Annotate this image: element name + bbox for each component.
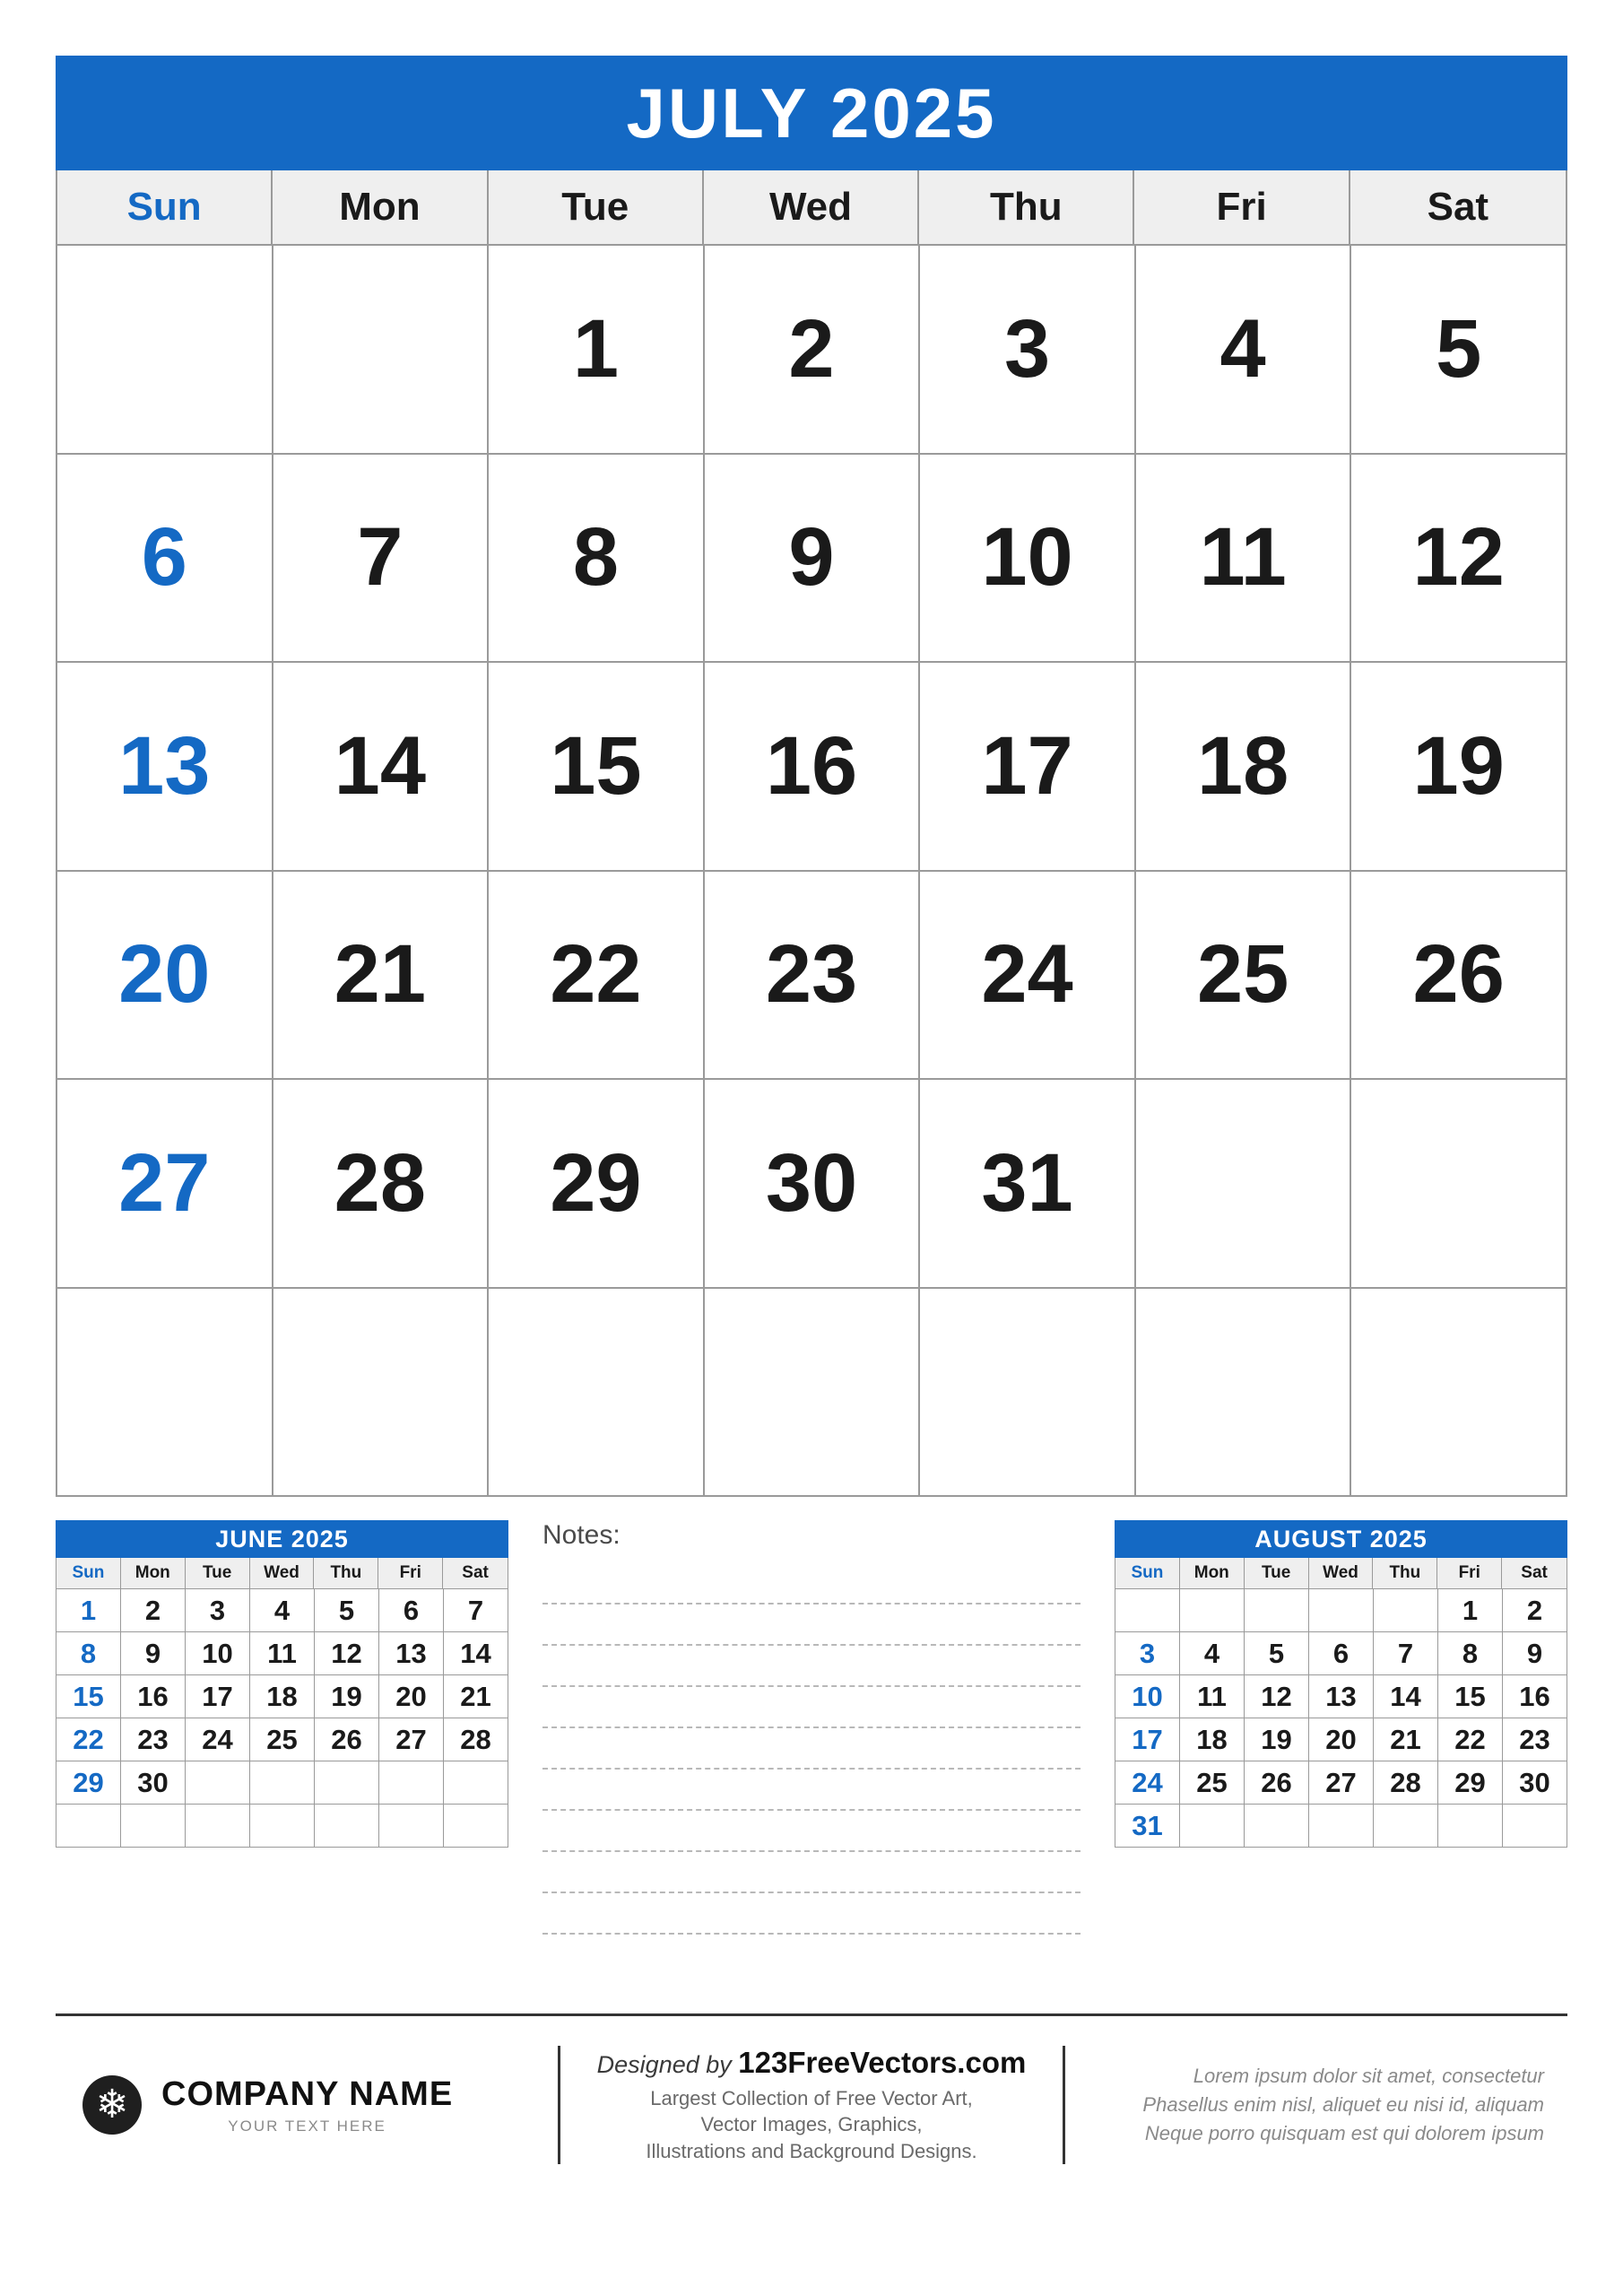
next-weekday-wed: Wed [1309, 1558, 1374, 1588]
day-cell-empty [1136, 1080, 1352, 1289]
note-line[interactable] [542, 1893, 1081, 1935]
day-cell[interactable]: 10 [186, 1632, 250, 1675]
next-month-weekday-row [1115, 1558, 1567, 1589]
designer-site-link[interactable]: 123FreeVectors.com [738, 2046, 1027, 2080]
day-cell[interactable]: 15 [489, 663, 705, 872]
day-cell[interactable]: 27 [379, 1718, 444, 1761]
day-cell[interactable]: 19 [1351, 663, 1567, 872]
day-cell-empty [1309, 1589, 1374, 1632]
day-cell[interactable]: 27 [57, 1080, 273, 1289]
day-cell-empty [1351, 1080, 1567, 1289]
day-cell[interactable]: 23 [121, 1718, 186, 1761]
day-cell-empty [186, 1761, 250, 1805]
day-cell[interactable]: 21 [1374, 1718, 1438, 1761]
day-cell[interactable]: 21 [444, 1675, 508, 1718]
company-tagline: YOUR TEXT HERE [228, 2117, 386, 2135]
day-cell-empty [444, 1761, 508, 1805]
day-cell-empty [1245, 1805, 1309, 1848]
next-weekday-mon: Mon [1180, 1558, 1245, 1588]
prev-weekday-wed: Wed [250, 1558, 315, 1588]
day-cell[interactable]: 6 [1309, 1632, 1374, 1675]
day-cell[interactable]: 31 [1115, 1805, 1180, 1848]
day-cell[interactable]: 16 [705, 663, 921, 872]
day-cell[interactable]: 26 [1245, 1761, 1309, 1805]
day-cell[interactable]: 7 [444, 1589, 508, 1632]
day-cell-empty [56, 1805, 121, 1848]
day-cell[interactable]: 5 [315, 1589, 379, 1632]
day-cell-empty [273, 246, 490, 455]
day-cell[interactable]: 29 [1438, 1761, 1503, 1805]
day-cell[interactable]: 22 [1438, 1718, 1503, 1761]
day-cell-empty [250, 1761, 315, 1805]
day-cell[interactable]: 13 [1309, 1675, 1374, 1718]
day-cell[interactable]: 11 [1180, 1675, 1245, 1718]
weekday-wed: Wed [704, 170, 919, 244]
prev-weekday-thu: Thu [314, 1558, 378, 1588]
day-cell-empty [121, 1805, 186, 1848]
prev-weekday-sat: Sat [462, 1563, 489, 1582]
day-cell[interactable]: 4 [1136, 246, 1352, 455]
footer-lorem-line-3: Neque porro quisquam est qui dolorem ipsum [1144, 2121, 1544, 2144]
day-cell[interactable]: 28 [1374, 1761, 1438, 1805]
day-cell[interactable]: 14 [444, 1632, 508, 1675]
day-cell-empty [705, 1289, 921, 1498]
weekday-header-row [56, 170, 1567, 246]
note-line[interactable] [542, 1852, 1081, 1893]
day-cell[interactable]: 7 [273, 455, 490, 664]
footer-lorem-line-1: Lorem ipsum dolor sit amet, consectetur [1193, 2065, 1544, 2088]
day-cell[interactable]: 31 [920, 1080, 1136, 1289]
notes-lines[interactable] [542, 1563, 1081, 1935]
day-cell[interactable]: 14 [1374, 1675, 1438, 1718]
day-cell-empty [315, 1761, 379, 1805]
day-cell-empty [1309, 1805, 1374, 1848]
day-cell[interactable]: 1 [489, 246, 705, 455]
day-cell-empty [489, 1289, 705, 1498]
page-title: JULY 2025 [626, 73, 997, 152]
footer [56, 2013, 1567, 2172]
day-cell[interactable]: 30 [121, 1761, 186, 1805]
day-cell[interactable]: 9 [1503, 1632, 1567, 1675]
footer-lorem [1065, 2062, 1567, 2148]
day-cell[interactable]: 2 [121, 1589, 186, 1632]
day-cell[interactable]: 9 [121, 1632, 186, 1675]
day-cell[interactable]: 3 [1115, 1632, 1180, 1675]
weekday-tue: Tue [489, 170, 704, 244]
footer-desc-line-2: Vector Images, Graphics, [700, 2113, 923, 2136]
next-month-calendar [1115, 1520, 1567, 1987]
day-cell-empty [1180, 1589, 1245, 1632]
day-cell[interactable]: 18 [250, 1675, 315, 1718]
day-cell[interactable]: 3 [920, 246, 1136, 455]
day-cell[interactable]: 29 [489, 1080, 705, 1289]
day-cell-empty [1374, 1589, 1438, 1632]
day-cell[interactable]: 20 [57, 872, 273, 1081]
note-line[interactable] [542, 1687, 1081, 1728]
note-line[interactable] [542, 1563, 1081, 1605]
next-weekday-fri: Fri [1437, 1558, 1502, 1588]
day-cell-empty [444, 1805, 508, 1848]
footer-credit [560, 2046, 1063, 2163]
company-name: COMPANY NAME [161, 2074, 454, 2113]
day-cell[interactable]: 13 [379, 1632, 444, 1675]
day-cell[interactable]: 9 [705, 455, 921, 664]
day-cell-empty [315, 1805, 379, 1848]
weekday-thu: Thu [919, 170, 1134, 244]
day-cell[interactable]: 5 [1245, 1632, 1309, 1675]
day-cell[interactable]: 14 [273, 663, 490, 872]
day-cell-empty [379, 1761, 444, 1805]
day-cell-empty [1245, 1589, 1309, 1632]
note-line[interactable] [542, 1646, 1081, 1687]
flower-badge-icon: ❄ [82, 2075, 142, 2135]
next-month-title: AUGUST 2025 [1115, 1520, 1567, 1558]
day-cell[interactable]: 4 [250, 1589, 315, 1632]
day-cell[interactable]: 11 [1136, 455, 1352, 664]
day-cell[interactable]: 11 [250, 1632, 315, 1675]
weekday-mon: Mon [273, 170, 488, 244]
day-cell[interactable]: 24 [186, 1718, 250, 1761]
day-cell[interactable]: 12 [1245, 1675, 1309, 1718]
day-cell-empty [1351, 1289, 1567, 1498]
day-cell[interactable]: 24 [920, 872, 1136, 1081]
prev-month-day-grid [56, 1589, 508, 1848]
weekday-fri: Fri [1134, 170, 1350, 244]
footer-desc-line-3: Illustrations and Background Designs. [646, 2139, 977, 2162]
day-cell[interactable]: 3 [186, 1589, 250, 1632]
day-cell[interactable]: 4 [1180, 1632, 1245, 1675]
prev-weekday-sun: Sun [56, 1558, 121, 1588]
prev-month-weekday-row [56, 1558, 508, 1589]
day-cell[interactable]: 16 [121, 1675, 186, 1718]
day-cell[interactable]: 12 [1351, 455, 1567, 664]
prev-weekday-fri: Fri [378, 1558, 443, 1588]
day-cell[interactable]: 24 [1115, 1761, 1180, 1805]
day-cell-empty [186, 1805, 250, 1848]
day-cell[interactable]: 6 [379, 1589, 444, 1632]
next-weekday-sat: Sat [1521, 1563, 1548, 1582]
day-cell[interactable]: 21 [273, 872, 490, 1081]
footer-desc-line-1: Largest Collection of Free Vector Art, [650, 2087, 973, 2110]
day-cell[interactable]: 25 [1136, 872, 1352, 1081]
day-cell[interactable]: 17 [920, 663, 1136, 872]
prev-weekday-mon: Mon [121, 1558, 186, 1588]
bottom-section [56, 1520, 1567, 1987]
day-cell[interactable]: 20 [1309, 1718, 1374, 1761]
day-cell[interactable]: 10 [920, 455, 1136, 664]
day-cell[interactable]: 29 [56, 1761, 121, 1805]
day-cell[interactable]: 28 [273, 1080, 490, 1289]
designed-by-label: Designed by [596, 2051, 732, 2079]
footer-lorem-line-2: Phasellus enim nisl, aliquet eu nisi id, aliquam [1142, 2093, 1544, 2117]
day-cell-empty [1503, 1805, 1567, 1848]
day-cell[interactable]: 27 [1309, 1761, 1374, 1805]
day-cell[interactable]: 30 [705, 1080, 921, 1289]
day-cell-empty [1180, 1805, 1245, 1848]
day-cell[interactable]: 17 [1115, 1718, 1180, 1761]
day-cell-empty [250, 1805, 315, 1848]
note-line[interactable] [542, 1728, 1081, 1770]
day-cell-empty [1374, 1805, 1438, 1848]
day-cell[interactable]: 2 [705, 246, 921, 455]
day-cell[interactable]: 15 [1438, 1675, 1503, 1718]
day-cell[interactable]: 28 [444, 1718, 508, 1761]
next-weekday-thu: Thu [1373, 1558, 1437, 1588]
day-cell[interactable]: 8 [489, 455, 705, 664]
day-cell[interactable]: 26 [315, 1718, 379, 1761]
day-cell-empty [1438, 1805, 1503, 1848]
day-cell[interactable]: 25 [250, 1718, 315, 1761]
day-cell[interactable]: 23 [1503, 1718, 1567, 1761]
day-cell[interactable]: 18 [1180, 1718, 1245, 1761]
day-cell[interactable]: 7 [1374, 1632, 1438, 1675]
day-cell[interactable]: 19 [1245, 1718, 1309, 1761]
day-cell[interactable]: 25 [1180, 1761, 1245, 1805]
weekday-sun: Sun [57, 170, 273, 244]
day-cell[interactable]: 22 [489, 872, 705, 1081]
day-cell[interactable]: 20 [379, 1675, 444, 1718]
prev-weekday-tue: Tue [186, 1558, 250, 1588]
day-cell[interactable]: 1 [1438, 1589, 1503, 1632]
day-cell[interactable]: 22 [56, 1718, 121, 1761]
day-cell[interactable]: 5 [1351, 246, 1567, 455]
day-cell[interactable]: 23 [705, 872, 921, 1081]
day-cell[interactable]: 17 [186, 1675, 250, 1718]
note-line[interactable] [542, 1770, 1081, 1811]
day-cell[interactable]: 10 [1115, 1675, 1180, 1718]
weekday-sat: Sat [1427, 185, 1489, 229]
prev-month-calendar [56, 1520, 508, 1987]
day-cell-empty [379, 1805, 444, 1848]
day-cell[interactable]: 15 [56, 1675, 121, 1718]
footer-brand [56, 2075, 558, 2135]
day-cell-empty [1136, 1289, 1352, 1498]
day-cell[interactable]: 8 [56, 1632, 121, 1675]
day-cell[interactable]: 19 [315, 1675, 379, 1718]
day-cell-empty [1115, 1589, 1180, 1632]
day-cell[interactable]: 18 [1136, 663, 1352, 872]
next-weekday-tue: Tue [1245, 1558, 1309, 1588]
day-cell-empty [273, 1289, 490, 1498]
next-month-day-grid [1115, 1589, 1567, 1848]
notes-label: Notes: [542, 1520, 621, 1550]
day-cell-empty [57, 246, 273, 455]
day-cell[interactable]: 8 [1438, 1632, 1503, 1675]
prev-month-title: JUNE 2025 [56, 1520, 508, 1558]
day-cell[interactable]: 2 [1503, 1589, 1567, 1632]
day-cell[interactable]: 6 [57, 455, 273, 664]
month-header [56, 56, 1567, 170]
day-cell[interactable]: 13 [57, 663, 273, 872]
day-cell[interactable]: 16 [1503, 1675, 1567, 1718]
day-cell[interactable]: 30 [1503, 1761, 1567, 1805]
notes-section [508, 1520, 1115, 1987]
day-cell[interactable]: 26 [1351, 872, 1567, 1081]
day-cell[interactable]: 1 [56, 1589, 121, 1632]
note-line[interactable] [542, 1811, 1081, 1852]
day-cell-empty [920, 1289, 1136, 1498]
note-line[interactable] [542, 1605, 1081, 1646]
main-day-grid [56, 246, 1567, 1497]
day-cell[interactable]: 12 [315, 1632, 379, 1675]
day-cell-empty [57, 1289, 273, 1498]
next-weekday-sun: Sun [1115, 1558, 1180, 1588]
